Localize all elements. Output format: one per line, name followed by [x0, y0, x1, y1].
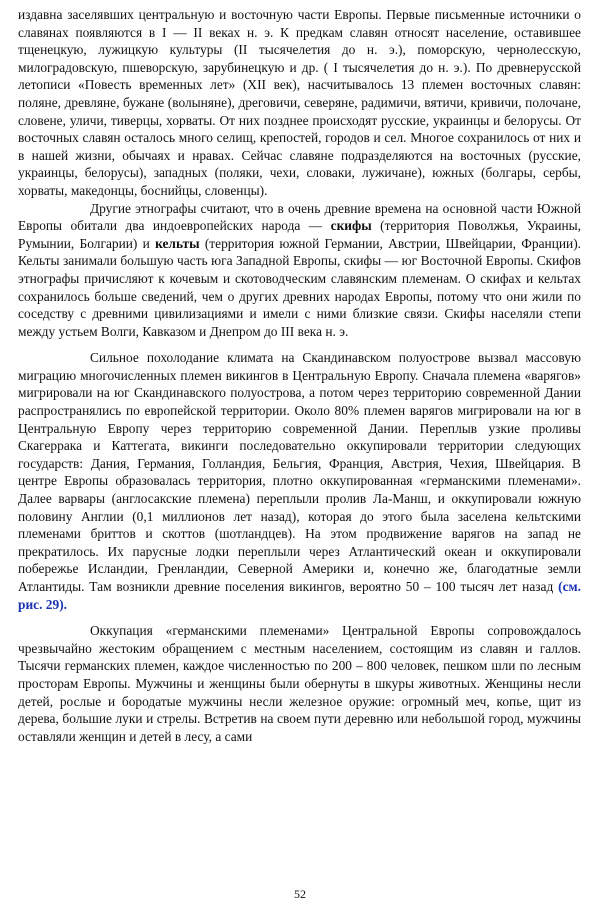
paragraph-slavs-text: издавна заселявших центральную и восточную части Европы. Первые письменные источники о славянах появляются в I — II веках н. э. К предкам славян относят население, оставившее тщенецкую, лужицкую культуры (II тысячелетия до н. э.), поморскую, чернолесскую, милоградовскую, пшеворскую, зарубинецкую и др. ( I тысячелетия до н. э.). По древнерусской летописи «Повесть временных лет» (XII век), насчитывалось 13 племен восточных славян: поляне, древляне, бужане (волыняне), дреговичи, северяне, радимичи, вятичи, кривичи, полочане, словене, уличи, тиверцы, хорваты. От них позднее происходят русские, украинцы и белорусы. От восточных славян осталось много селищ, крепостей, городов и сел. Многое сохранилось от них и в нашей жизни, обычаях и нравах. Сейчас славяне подразделяются на восточных (русские, украинцы, белорусы), западных (поляки, чехи, словаки, лужичане), южных (болгары, сербы, хорваты, македонцы, боснийцы, словенцы).	[18, 7, 581, 198]
paragraph-scythians-text-e: (территория южной Германии, Австрии, Швейцарии, Франции). Кельты занимали большую часть юга Западной Европы, скифы — юг Восточной Европы. Скифов этнографы причисляют к кочевым и скотоводческим славянским племенам. О скифах и кельтах сохранилось больше сведений, чем о других древних народах Европы, потому что они жили по соседству с древними цивилизациями и имели с ними близкие связи. Скифы населяли степи между устьем Волги, Кавказом и Днепром до III века н. э.	[18, 235, 581, 339]
figure-reference-link[interactable]: (см. рис. 29).	[18, 579, 581, 612]
page-number: 52	[294, 887, 306, 901]
paragraph-scythians-text-c: (территория Поволжья, Украины, Румынии, Болгарии) и	[18, 218, 581, 251]
term-celts: кельты	[155, 235, 200, 251]
document-page	[18, 6, 581, 745]
paragraph-slavs	[18, 6, 581, 200]
paragraph-vikings	[18, 349, 581, 613]
term-scythians: скифы	[330, 218, 372, 234]
paragraph-scythians-text-a: Другие этнографы считают, что в очень древние времена на основной части Южной Европы обитали два индоевропейских народа —	[18, 200, 581, 234]
paragraph-vikings-text: Сильное похолодание климата на Скандинавском полуострове вызвал массовую миграцию многочисленных племен викингов в Центральную Европу. Сначала племена «варягов» мигрировали на юг Скандинавского полуострова, а потом через территорию современной Дании распространялись по европейской территории. Около 80% племен варягов мигрировали на юг в Центральную Европу через территорию современной Дании. Переплыв узкие проливы Скагеррака и Каттегата, викинги последовательно оккупировали территории следующих государств: Дания, Германия, Голландия, Бельгия, Франция, Австрия, Чехия, Швейцария. В центре Европы образовалась территория, плотно оккупированная «германскими племенами». Далее варвары (англосакские племена) переплыли пролив Ла-Манш, и оккупировали южную половину Англии (0,1 миллионов лет назад), которая до этого была заселена кельтскими племенами бриттов и скоттов (шотландцев). На этом продвижение варягов на запад не прекратилось. Их парусные лодки переплыли через Атлантический океан и оккупировали побережье Исландии, Гренландии, Северной Америки и, конечно же, благодатные земли Атлантиды. Там возникли древние поселения викингов, вероятно 50 – 100 тысяч лет назад	[18, 350, 581, 594]
paragraph-occupation	[18, 622, 581, 745]
paragraph-scythians-celts	[18, 200, 581, 341]
paragraph-occupation-text: Оккупация «германскими племенами» Центральной Европы сопровождалось чрезвычайно жестоким обращением с местным населением, состоящим из славян и галлов. Тысячи германских племен, каждое численностью по 200 – 800 человек, пешком шли по лесным просторам Европы. Мужчины и женщины были обернуты в шкуры животных. Женщины несли детей, рослые и бородатые мужчины несли железное оружие: огромный меч, копье, щит из дерева, большие луки и стрелы. Встретив на своем пути деревню или небольшой город, мужчины оставляли женщин и детей в лесу, а сами	[18, 623, 581, 744]
